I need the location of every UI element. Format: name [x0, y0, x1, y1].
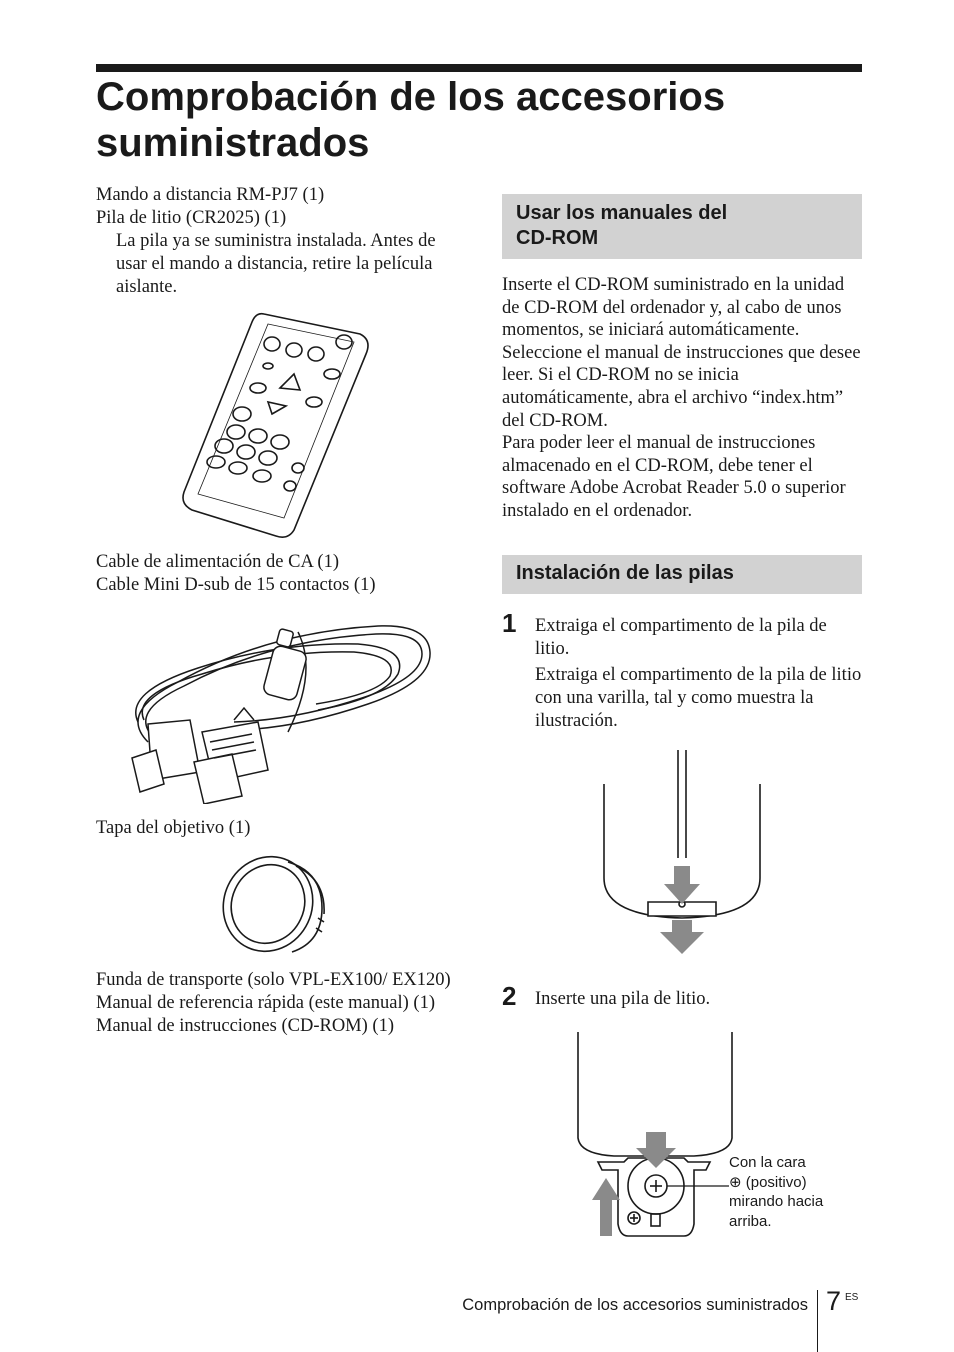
cdrom-heading-line2: CD-ROM	[516, 227, 599, 249]
accessory-remote: Mando a distancia RM-PJ7 (1)	[96, 185, 325, 205]
step-2-title: Inserte una pila de litio.	[535, 989, 711, 1009]
footer-section-title: Comprobación de los accesorios suministrados	[462, 1296, 808, 1314]
callout-line3: mirando hacia	[729, 1193, 824, 1210]
remote-control-illustration	[176, 306, 376, 542]
battery-polarity-callout	[729, 1153, 859, 1231]
language-code: ES	[845, 1292, 859, 1303]
accessory-list-cables	[96, 551, 466, 597]
accessory-ac-cable: Cable de alimentación de CA (1)	[96, 552, 339, 572]
accessory-list-top	[96, 184, 466, 299]
page-title-line2: suministrados	[96, 121, 370, 165]
accessory-instructions: Manual de instrucciones (CD-ROM) (1)	[96, 1016, 394, 1036]
lens-cap-illustration	[218, 852, 330, 958]
callout-line4: arriba.	[729, 1212, 772, 1230]
step-1-title: Extraiga el compartimento de la pila de litio.	[535, 616, 827, 659]
cdrom-paragraph-2: Para poder leer el manual de instrucciones almacenado en el CD-ROM, debe tener el software Adobe Acrobat Reader 5.0 o superior instalado en el ordenador.	[502, 433, 846, 521]
accessory-lens-cap: Tapa del objetivo (1)	[96, 818, 251, 838]
page-title	[96, 74, 862, 166]
accessory-battery: Pila de litio (CR2025) (1)	[96, 208, 287, 228]
accessory-quick-reference: Manual de referencia rápida (este manual) (1)	[96, 993, 435, 1013]
battery-section-heading: Instalación de las pilas	[502, 555, 862, 594]
battery-note: La pila ya se suministra instalada. Antes de usar el mando a distancia, retire la película aislante.	[116, 231, 436, 297]
accessory-dsub-cable: Cable Mini D-sub de 15 contactos (1)	[96, 575, 376, 595]
cdrom-paragraph-1: Inserte el CD-ROM suministrado en la unidad de CD-ROM del ordenador y, al cabo de unos momentos, se iniciará automáticamente. Seleccione el manual de instrucciones que desee leer. Si el CD-ROM no se inicia automáticamente, abra el archivo “index.htm” del CD-ROM.	[502, 275, 861, 431]
footer-divider	[817, 1290, 818, 1352]
page-title-line1: Comprobación de los accesorios	[96, 75, 726, 119]
cable-illustration	[118, 612, 436, 804]
cdrom-heading-line1: Usar los manuales del	[516, 202, 728, 224]
accessory-list-bottom	[96, 969, 466, 1038]
title-rule	[96, 64, 862, 72]
step-2-number: 2	[502, 981, 517, 1011]
accessory-carrying-case: Funda de transporte (solo VPL-EX100/ EX120)	[96, 970, 451, 990]
cdrom-instructions	[502, 274, 864, 523]
callout-line2: ⊕ (positivo)	[729, 1173, 807, 1191]
step-1-number: 1	[502, 608, 517, 638]
cdrom-section-heading	[502, 194, 862, 259]
step-1-body: Extraiga el compartimento de la pila de litio con una varilla, tal y como muestra la ilustración.	[535, 665, 862, 731]
accessory-list-cap	[96, 817, 466, 840]
page-number: 7	[826, 1286, 842, 1316]
battery-insert-illustration	[574, 1028, 734, 1240]
battery-removal-illustration	[600, 748, 764, 956]
callout-line1: Con la cara	[729, 1154, 806, 1171]
step-1	[535, 615, 865, 733]
